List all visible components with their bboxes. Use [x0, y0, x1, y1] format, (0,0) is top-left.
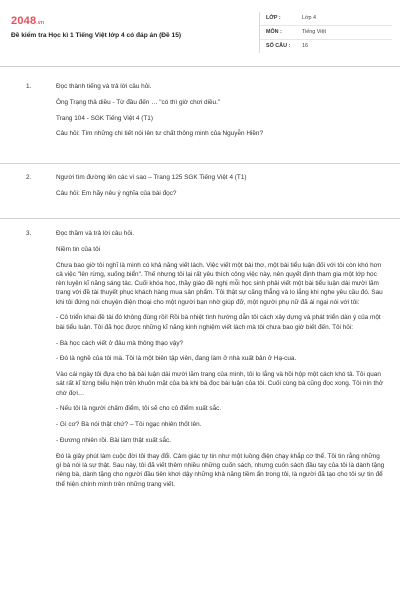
question-body: [56, 229, 386, 495]
meta-row-subject: [260, 26, 392, 40]
meta-key: SỐ CÂU :: [266, 42, 291, 49]
passage-title: Niềm tin của tôi: [56, 245, 101, 253]
question-divider: [0, 218, 400, 219]
passage-paragraph: - Đó là nghề của tôi mà. Tôi là một biên tập viên, đang làm ở nhà xuất bản ở Hạ-cua.: [56, 355, 297, 363]
question-text: Ông Trạng thả diều - Từ đầu đến … "có thì giờ chơi diều.": [56, 98, 221, 106]
page-header: [11, 12, 391, 64]
meta-row-count: [260, 40, 392, 53]
question-body: [56, 82, 386, 145]
question-body: [56, 173, 386, 205]
meta-value: Lớp 4: [302, 14, 317, 21]
passage-paragraph: Vào cái ngày tôi đựa cho bà bài luận dài mười lăm trang của mình, tôi lo lắng và hồi hộp một cách khó tả. Tôi quan sát rất kĩ từng biểu hiện trên khuôn mặt của bà khi bà đọc bài luận của tôi. Cuối cùng bà cũng đọc xong. Tôi nín thở chờ đợi…: [56, 371, 384, 397]
header-divider: [0, 66, 400, 67]
logo-suffix: .vn: [36, 20, 45, 26]
exam-title: Đề kiểm tra Học kì 1 Tiếng Việt lớp 4 có đáp án (Đề 15): [11, 32, 182, 39]
passage-paragraph: Đó là giây phút làm cuộc đời tôi thay đổi. Cảm giác tự tin như một luồng điện chạy khắp cơ thể. Tôi tin rằng những gì bà nói là sự thật. Sau này, tôi đã viết thêm nhiều những cuốn sách, nhưng cuốn sách đầu tay của tôi là dành tặng riêng bà, dành tặng cho người đầu tiên khơi dậy những khả năng tiềm ẩn trong tôi, là người đã tạo cho tôi sự tin để thể hiện chính mình trên những trang viết.: [56, 452, 385, 488]
meta-key: LỚP :: [266, 14, 281, 21]
passage-paragraph: - Nếu tôi là người chấm điểm, tôi sẽ cho cô điểm xuất sắc.: [56, 405, 222, 413]
question-text: Câu hỏi: Tìm những chi tiết nói lên tư chất thông minh của Nguyễn Hiền?: [56, 130, 264, 138]
meta-row-grade: [260, 12, 392, 26]
logo-text: 2048: [11, 15, 37, 27]
question-number: 2.: [26, 174, 32, 181]
meta-key: MÔN :: [266, 28, 282, 35]
question-text: Người tìm đường lên các vì sao – Trang 125 SGK Tiếng Việt 4 (T1): [56, 174, 247, 181]
question-divider: [0, 163, 400, 164]
meta-value: Tiếng Việt: [302, 28, 326, 35]
question-text: Đọc thầm và trả lời câu hỏi.: [56, 230, 135, 237]
question-text: Trang 104 - SGK Tiếng Việt 4 (T1): [56, 114, 153, 122]
site-logo[interactable]: [11, 14, 44, 30]
question-number: 3.: [26, 230, 32, 237]
passage-paragraph: - Bà học cách viết ở đâu mà thông thạo vậy?: [56, 339, 184, 347]
passage-paragraph: - Gì cơ? Bà nói thật chứ? – Tôi ngạc nhiên thốt lên.: [56, 421, 202, 429]
exam-meta-table: [259, 12, 392, 53]
passage-paragraph: - Đương nhiên rồi. Bài làm thật xuất sắc.: [56, 437, 172, 444]
passage-paragraph: - Cô triển khai đề tài đó không đúng rồi! Rồi bà nhiệt tình hướng dẫn tôi cách xây dựng và phát triển dàn ý của một bài tiểu luận. Tôi đã học được những kĩ năng kinh nghiệm viết lách mà tôi chưa bao giờ biết đến. Tôi hỏi:: [56, 314, 381, 331]
question-number: 1.: [26, 83, 32, 90]
question-text: Câu hỏi: Em hãy nêu ý nghĩa của bài đọc?: [56, 189, 177, 197]
meta-value: 16: [302, 42, 308, 49]
question-text: Đọc thành tiếng và trả lời câu hỏi.: [56, 83, 152, 90]
passage-paragraph: Chưa bao giờ tôi nghĩ là mình có khả năng viết lách. Việc viết một bài thơ, một bài tiểu luận đối với tôi còn khó hơn cả việc "lên rừng, xuống biển". Thế nhưng tôi lại rất yêu thích công việc này, nên quyết định tham gia một lớp học rèn luyện kĩ năng sáng tác. Cuối khóa học, thầy giáo đề nghị mỗi học sinh phải viết một bài tiểu luận dài mười lăm trang với đề tài thuyết phục khách hàng mua sản phẩm. Tôi thật sự căng thẳng và lo lắng khi nghe yêu cầu đó. Sau khi tôi đứng nói chuyện điện thoại cho một người bạn nhờ giúp đỡ, một người phụ nữ đã ái ngại nói với tôi:: [56, 261, 383, 306]
